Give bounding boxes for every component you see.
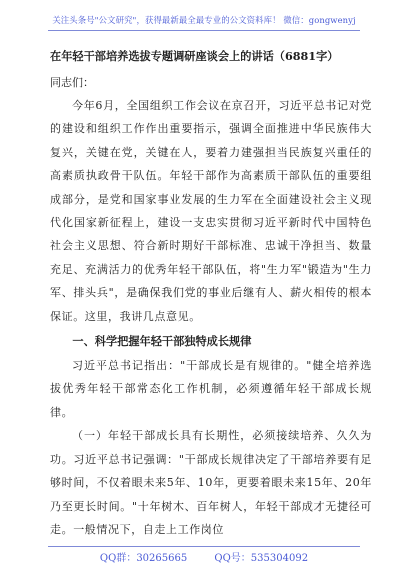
- document-title: 在年轻干部培养选拔专题调研座谈会上的讲话（6881字）: [50, 49, 339, 63]
- section-paragraph: 习近平总书记指出："干部成长是有规律的。"健全培养选拔优秀年轻干部常态化工作机制，必须遵循年轻干部成长规律。: [50, 359, 372, 419]
- greeting: 同志们：: [50, 76, 94, 89]
- qq-number-text: QQ号：535304092: [214, 553, 309, 564]
- header-divider: [48, 30, 360, 31]
- footer-divider: [48, 546, 360, 547]
- footer-contact: [48, 549, 360, 564]
- qq-group-text: QQ群：30265665: [99, 553, 188, 564]
- intro-paragraph: 今年6月，全国组织工作会议在京召开，习近平总书记对党的建设和组织工作作出重要指示，强调全面推进中华民族伟大复兴，关键在党，关键在人，要着力建强担当民族复兴重任的高素质执政骨干队伍。年轻干部作为高素质干部队伍的重要组成部分，是党和国家事业发展的生力军在全面建设社会主义现代化国家新征程上，建设一支忠实贯彻习近平新时代中国特色社会主义思想、符合新时期好干部标准、忠诚干净担当、数量充足、充满活力的优秀年轻干部队伍，将"生力军"锻造为"生力军、排头兵"，是确保我们党的事业后继有人、薪火相传的根本保证。这里，我讲几点意见。: [50, 99, 372, 323]
- section-heading: 一、科学把握年轻干部独特成长规律: [72, 334, 252, 349]
- document-body: [50, 72, 372, 541]
- section-paragraph: （一）年轻干部成长具有长期性，必须接续培养、久久为功。习近平总书记强调："干部成长规律决定了干部培养要有足够时间，不仅着眼未来5年、10年，更要着眼未来15年、20年乃至更长时间。"十年树木、百年树人，年轻干部成才无捷径可走。一般情况下，自走上工作岗位: [50, 429, 372, 536]
- header-banner: 关注头条号"公文研究"，获得最新最全最专业的公文资料库！ 微信：gongwenyj: [52, 15, 356, 25]
